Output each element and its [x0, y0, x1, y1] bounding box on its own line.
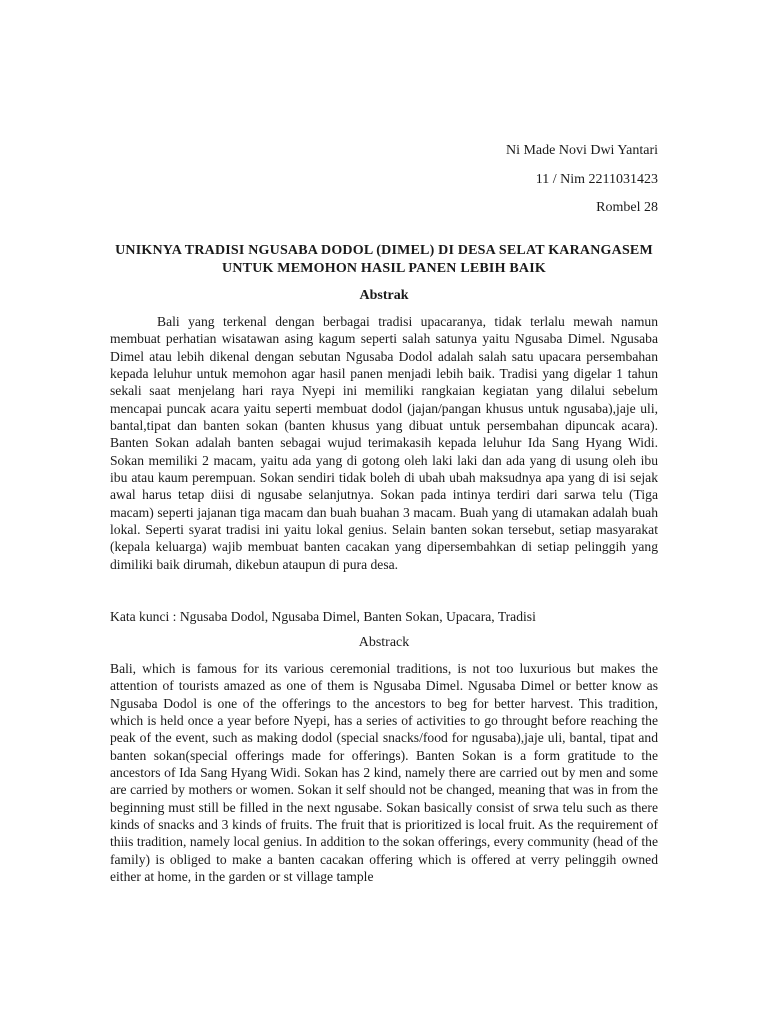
- author-nim: 11 / Nim 2211031423: [535, 171, 658, 187]
- author-rombel: Rombel 28: [596, 200, 658, 215]
- abstrack-heading: Abstrack: [358, 635, 410, 650]
- abstrack-paragraph: Bali, which is famous for its various ceremonial traditions, is not too luxurious but makes the attention of tourists amazed as one of them is Ngusaba Dimel. Ngusaba Dimel or better know as Ngusaba Dodol is one of the offerings to the ancestors to beg for better harvest. This tradition, which is held once a year before Nyepi, has a series of activities to go throught before reaching the peak of the event, such as making dodol (special snacks/food for ngusaba),jaje uli, bantal, tipat and banten sokan(special offerings made for offerings). Banten Sokan is a form gratitude to the ancestors of Ida Sang Hyang Widi. Sokan has 2 kind, namely there are carried out by men and some are carried by mothers or women. Sokan it self should not be changed, meaning that was in from the beginning must still be filled in the next ngusabe. Sokan basically consist of srwa telu such as there kinds of snacks and 3 kinds of fruits. The fruit that is prioritized is local fruit. As the requirement of thiis tradition, namely local genius. In addition to the sokan offerings, every community (head of the family) is obliged to make a banten cacakan offering which is offered at verry pelinggih owned either at home, in the garden or st village tample: [110, 661, 658, 885]
- abstrak-paragraph: Bali yang terkenal dengan berbagai tradisi upacaranya, tidak terlalu mewah namun membuat perhatian wisatawan asing kagum seperti salah satunya yaitu Ngusaba Dimel. Ngusaba Dimel atau lebih dikenal dengan sebutan Ngusaba Dodol adalah salah satu upacara persembahan kepada leluhur untuk memohon agar hasil panen menjadi lebih baik. Tradisi yang digelar 1 tahun sekali saat menjelang hari raya Nyepi ini memiliki rangkaian kegiatan yang dilalui sebelum mencapai puncak acara yaitu seperti membuat dodol (jajan/pangan khusus untuk ngusaba),jaje uli, bantal,tipat dan banten sokan (banten khusus yang dibuat untuk persembahan dipuncak acara). Banten Sokan adalah banten sebagai wujud terimakasih kepada leluhur Ida Sang Hyang Widi. Sokan memiliki 2 macam, yaitu ada yang di gotong oleh laki laki dan ada yang di usung oleh ibu ibu atau kaum perempuan. Sokan sendiri tidak boleh di ubah ubah maksudnya apa yang di isi sejak awal harus tetap diisi di ngusabe selanjutnya. Sokan pada intinya terdiri dari sarwa telu (Tiga macam) seperti jajanan tiga macam dan buah buahan 3 macam. Buah yang di utamakan adalah buah lokal. Seperti syarat tradisi ini yaitu lokal genius. Selain banten sokan tersebut, setiap masyarakat (kepala keluarga) wajib membuat banten cacakan yang dipersembahkan di setiap pelinggih yang dimiliki baik dirumah, dikebun ataupun di pura desa.: [110, 314, 658, 572]
- keywords-line: Kata kunci : Ngusaba Dodol, Ngusaba Dimel, Banten Sokan, Upacara, Tradisi: [110, 609, 536, 624]
- author-name: Ni Made Novi Dwi Yantari: [505, 143, 658, 158]
- author-block: [506, 137, 658, 223]
- document-title: UNIKNYA TRADISI NGUSABA DODOL (DIMEL) DI DESA SELAT KARANGASEM UNTUK MEMOHON HASIL PANEN LEBIH BAIK: [115, 243, 653, 276]
- abstrak-heading: Abstrak: [359, 288, 409, 303]
